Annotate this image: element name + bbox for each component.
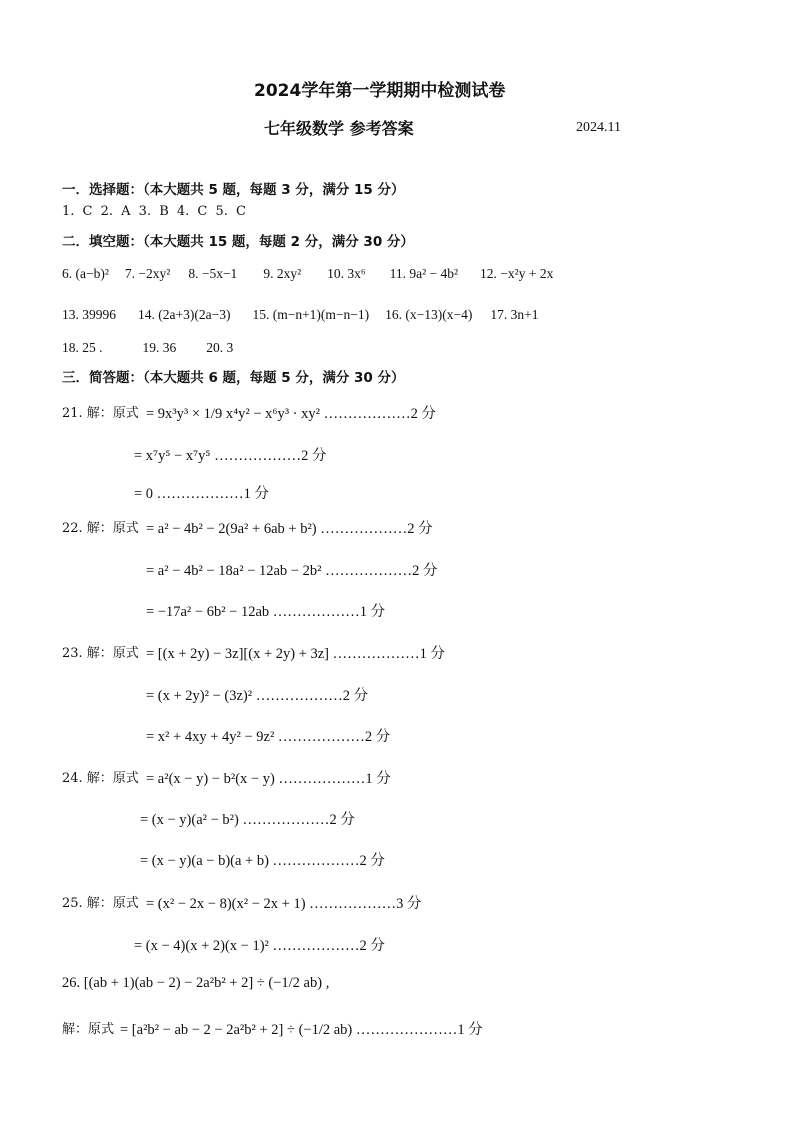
fill-answer: 17. 3n+1 [490,307,539,322]
q24-prefix: 24. 解：原式 [62,771,139,786]
q23-prefix: 23. 解：原式 [62,646,139,661]
q21-step-1: = 9x³y³ × 1/9 x⁴y² − x⁶y³ · xy² ………………2 分 [146,406,436,422]
fill-answer: 16. (x−13)(x−4) [385,307,473,322]
fill-answer: 19. 36 [142,340,177,355]
q22-step-3: = −17a² − 6b² − 12ab ………………1 分 [146,604,386,620]
q25-step-1: = (x² − 2x − 8)(x² − 2x + 1) ………………3 分 [146,896,422,912]
section-fill-heading: 二．填空题：（本大题共 15 题，每题 2 分，满分 30 分） [62,234,414,250]
q22-step-1: = a² − 4b² − 2(9a² + 6ab + b²) ………………2 分 [146,521,433,537]
q26-step-1: = [a²b² − ab − 2 − 2a²b² + 2] ÷ (−1/2 ab) …………………1 分 [120,1022,483,1038]
q21-step-2: = x⁷y⁵ − x⁷y⁵ ………………2 分 [134,448,327,464]
q25-step-2: = (x − 4)(x + 2)(x − 1)² ………………2 分 [134,938,385,954]
fill-answer: 9. 2xy² [263,266,302,281]
fill-answers-row-2 [62,307,539,323]
section-choice-heading: 一．选择题：（本大题共 5 题，每题 3 分，满分 15 分） [62,182,405,198]
exam-date: 2024.11 [576,120,621,135]
fill-answer: 14. (2a+3)(2a−3) [138,307,231,322]
q21-step-3: = 0 ………………1 分 [134,486,270,502]
fill-answers-row-3 [62,340,233,356]
q23-step-3: = x² + 4xy + 4y² − 9z² ………………2 分 [146,729,391,745]
q23-step-1: = [(x + 2y) − 3z][(x + 2y) + 3z] ………………1 分 [146,646,446,662]
exam-title: 2024学年第一学期期中检测试卷 [254,81,506,101]
answer-key-subtitle: 七年级数学 参考答案 [264,119,414,138]
fill-answer: 13. 39996 [62,307,116,322]
q22-prefix: 22. 解：原式 [62,521,139,536]
fill-answer: 11. 9a² − 4b² [389,266,459,281]
q22-step-2: = a² − 4b² − 18a² − 12ab − 2b² ………………2 分 [146,563,438,579]
fill-answers-row-1 [62,266,553,282]
fill-answer: 20. 3 [206,340,234,355]
q25-prefix: 25. 解：原式 [62,896,139,911]
fill-answer: 12. −x²y + 2x [480,266,554,281]
section-short-heading: 三．简答题：（本大题共 6 题，每题 5 分，满分 30 分） [62,370,405,386]
q26-problem: 26. [(ab + 1)(ab − 2) − 2a²b² + 2] ÷ (−1/2 ab) , [62,975,330,991]
fill-answer: 10. 3x⁶ [327,266,366,281]
q23-step-2: = (x + 2y)² − (3z)² ………………2 分 [146,688,369,704]
fill-answer: 18. 25 . [62,340,103,355]
fill-answer: 8. −5x−1 [188,266,238,281]
q26-prefix: 解：原式 [62,1022,115,1037]
fill-answer: 7. −2xy² [124,266,171,281]
fill-answer: 15. (m−n+1)(m−n−1) [252,307,370,322]
q21-prefix: 21. 解：原式 [62,406,139,421]
q24-step-1: = a²(x − y) − b²(x − y) ………………1 分 [146,771,391,787]
fill-answer: 6. (a−b)² [62,266,109,281]
q24-step-2: = (x − y)(a² − b²) ………………2 分 [140,812,355,828]
q24-step-3: = (x − y)(a − b)(a + b) ………………2 分 [140,853,385,869]
choice-answers: 1. C 2. A 3. B 4. C 5. C [62,204,246,219]
